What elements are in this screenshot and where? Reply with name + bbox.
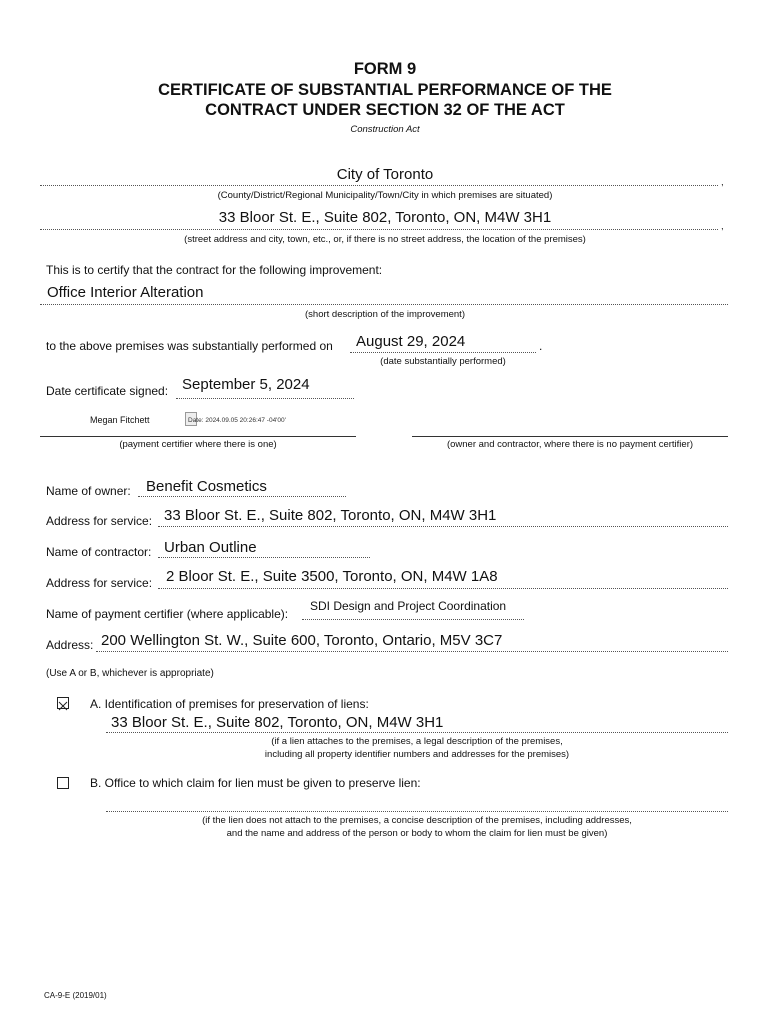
payment-certifier-caption: (payment certifier where there is one) (119, 439, 277, 450)
option-b-caption-line2: and the name and address of the person or body to whom the claim for lien must be given) (226, 828, 608, 839)
contractor-label: Name of contractor: (46, 545, 152, 559)
payment-certifier-underline (302, 619, 524, 620)
municipality-underline (40, 185, 718, 186)
improvement-field[interactable]: Office Interior Alteration (47, 284, 204, 301)
certifier-address-field[interactable]: 200 Wellington St. W., Suite 600, Toronto, Ontario, M5V 3C7 (101, 632, 503, 649)
contractor-field[interactable]: Urban Outline (164, 539, 257, 556)
owner-address-underline (158, 526, 728, 527)
owner-underline (138, 496, 346, 497)
option-a-label: A. Identification of premises for preservation of liens: (90, 697, 369, 711)
form-title-line1: CERTIFICATE OF SUBSTANTIAL PERFORMANCE OF THE (158, 81, 612, 99)
form-title-line2: CONTRACT UNDER SECTION 32 OF THE ACT (205, 101, 565, 119)
performed-label: to the above premises was substantially performed on (46, 339, 333, 353)
premises-address-caption: (street address and city, town, etc., or, if there is no street address, the location of the premises) (184, 234, 586, 245)
premises-address-underline (40, 229, 718, 230)
premises-address-field[interactable]: 33 Bloor St. E., Suite 802, Toronto, ON, M4W 3H1 (218, 209, 552, 226)
period: . (539, 339, 543, 353)
municipality-field[interactable]: City of Toronto (336, 166, 434, 183)
performed-date-caption: (date substantially performed) (380, 356, 506, 367)
performed-date-underline (350, 352, 536, 353)
owner-address-field[interactable]: 33 Bloor St. E., Suite 802, Toronto, ON, M4W 3H1 (164, 507, 497, 524)
certifier-address-underline (96, 651, 728, 652)
certifier-address-label: Address: (46, 638, 94, 652)
owner-field[interactable]: Benefit Cosmetics (146, 478, 267, 495)
owner-contractor-caption: (owner and contractor, where there is no payment certifier) (446, 439, 694, 450)
act-name: Construction Act (350, 124, 420, 135)
form-code: CA-9-E (2019/01) (44, 991, 107, 1000)
option-a-caption-line1: (if a lien attaches to the premises, a legal description of the premises, (271, 736, 563, 747)
option-b-caption-line1: (if the lien does not attach to the premises, a concise description of the premises, including addresses, (202, 815, 632, 826)
options-instruction: (Use A or B, whichever is appropriate) (46, 668, 214, 679)
date-signed-label: Date certificate signed: (46, 384, 169, 398)
contractor-address-field[interactable]: 2 Bloor St. E., Suite 3500, Toronto, ON, M4W 1A8 (166, 568, 498, 585)
comma: , (721, 177, 724, 188)
option-a-field[interactable]: 33 Bloor St. E., Suite 802, Toronto, ON, M4W 3H1 (111, 714, 444, 731)
payment-certifier-signature-line[interactable] (40, 436, 356, 437)
option-a-underline (106, 732, 728, 733)
municipality-caption: (County/District/Regional Municipality/Town/City in which premises are situated) (217, 190, 553, 201)
improvement-caption: (short description of the improvement) (305, 309, 465, 320)
contractor-address-label: Address for service: (46, 576, 153, 590)
check-mark-icon (58, 701, 68, 711)
certify-intro: This is to certify that the contract for the following improvement: (46, 263, 383, 277)
option-b-checkbox[interactable] (57, 777, 69, 789)
owner-address-label: Address for service: (46, 514, 153, 528)
payment-certifier-label: Name of payment certifier (where applicable): (46, 607, 289, 621)
owner-contractor-signature-line[interactable] (412, 436, 728, 437)
date-signed-field[interactable]: September 5, 2024 (182, 376, 310, 393)
improvement-underline (40, 304, 728, 305)
payment-certifier-field[interactable]: SDI Design and Project Coordination (310, 599, 507, 613)
owner-label: Name of owner: (46, 484, 131, 498)
contractor-address-underline (158, 588, 728, 589)
option-a-checkbox[interactable] (57, 697, 69, 709)
signature-stamp: Date: 2024.09.05 20:26:47 -04'00' (188, 417, 286, 424)
option-a-caption-line2: including all property identifier numbers and addresses for the premises) (264, 749, 570, 760)
performed-date-field[interactable]: August 29, 2024 (356, 333, 466, 350)
signer-name: Megan Fitchett (90, 415, 150, 425)
date-signed-underline (176, 398, 354, 399)
option-b-label: B. Office to which claim for lien must be given to preserve lien: (90, 776, 421, 790)
comma: , (721, 221, 724, 232)
contractor-underline (158, 557, 370, 558)
option-b-underline[interactable] (106, 811, 728, 812)
form-number: FORM 9 (353, 60, 417, 78)
